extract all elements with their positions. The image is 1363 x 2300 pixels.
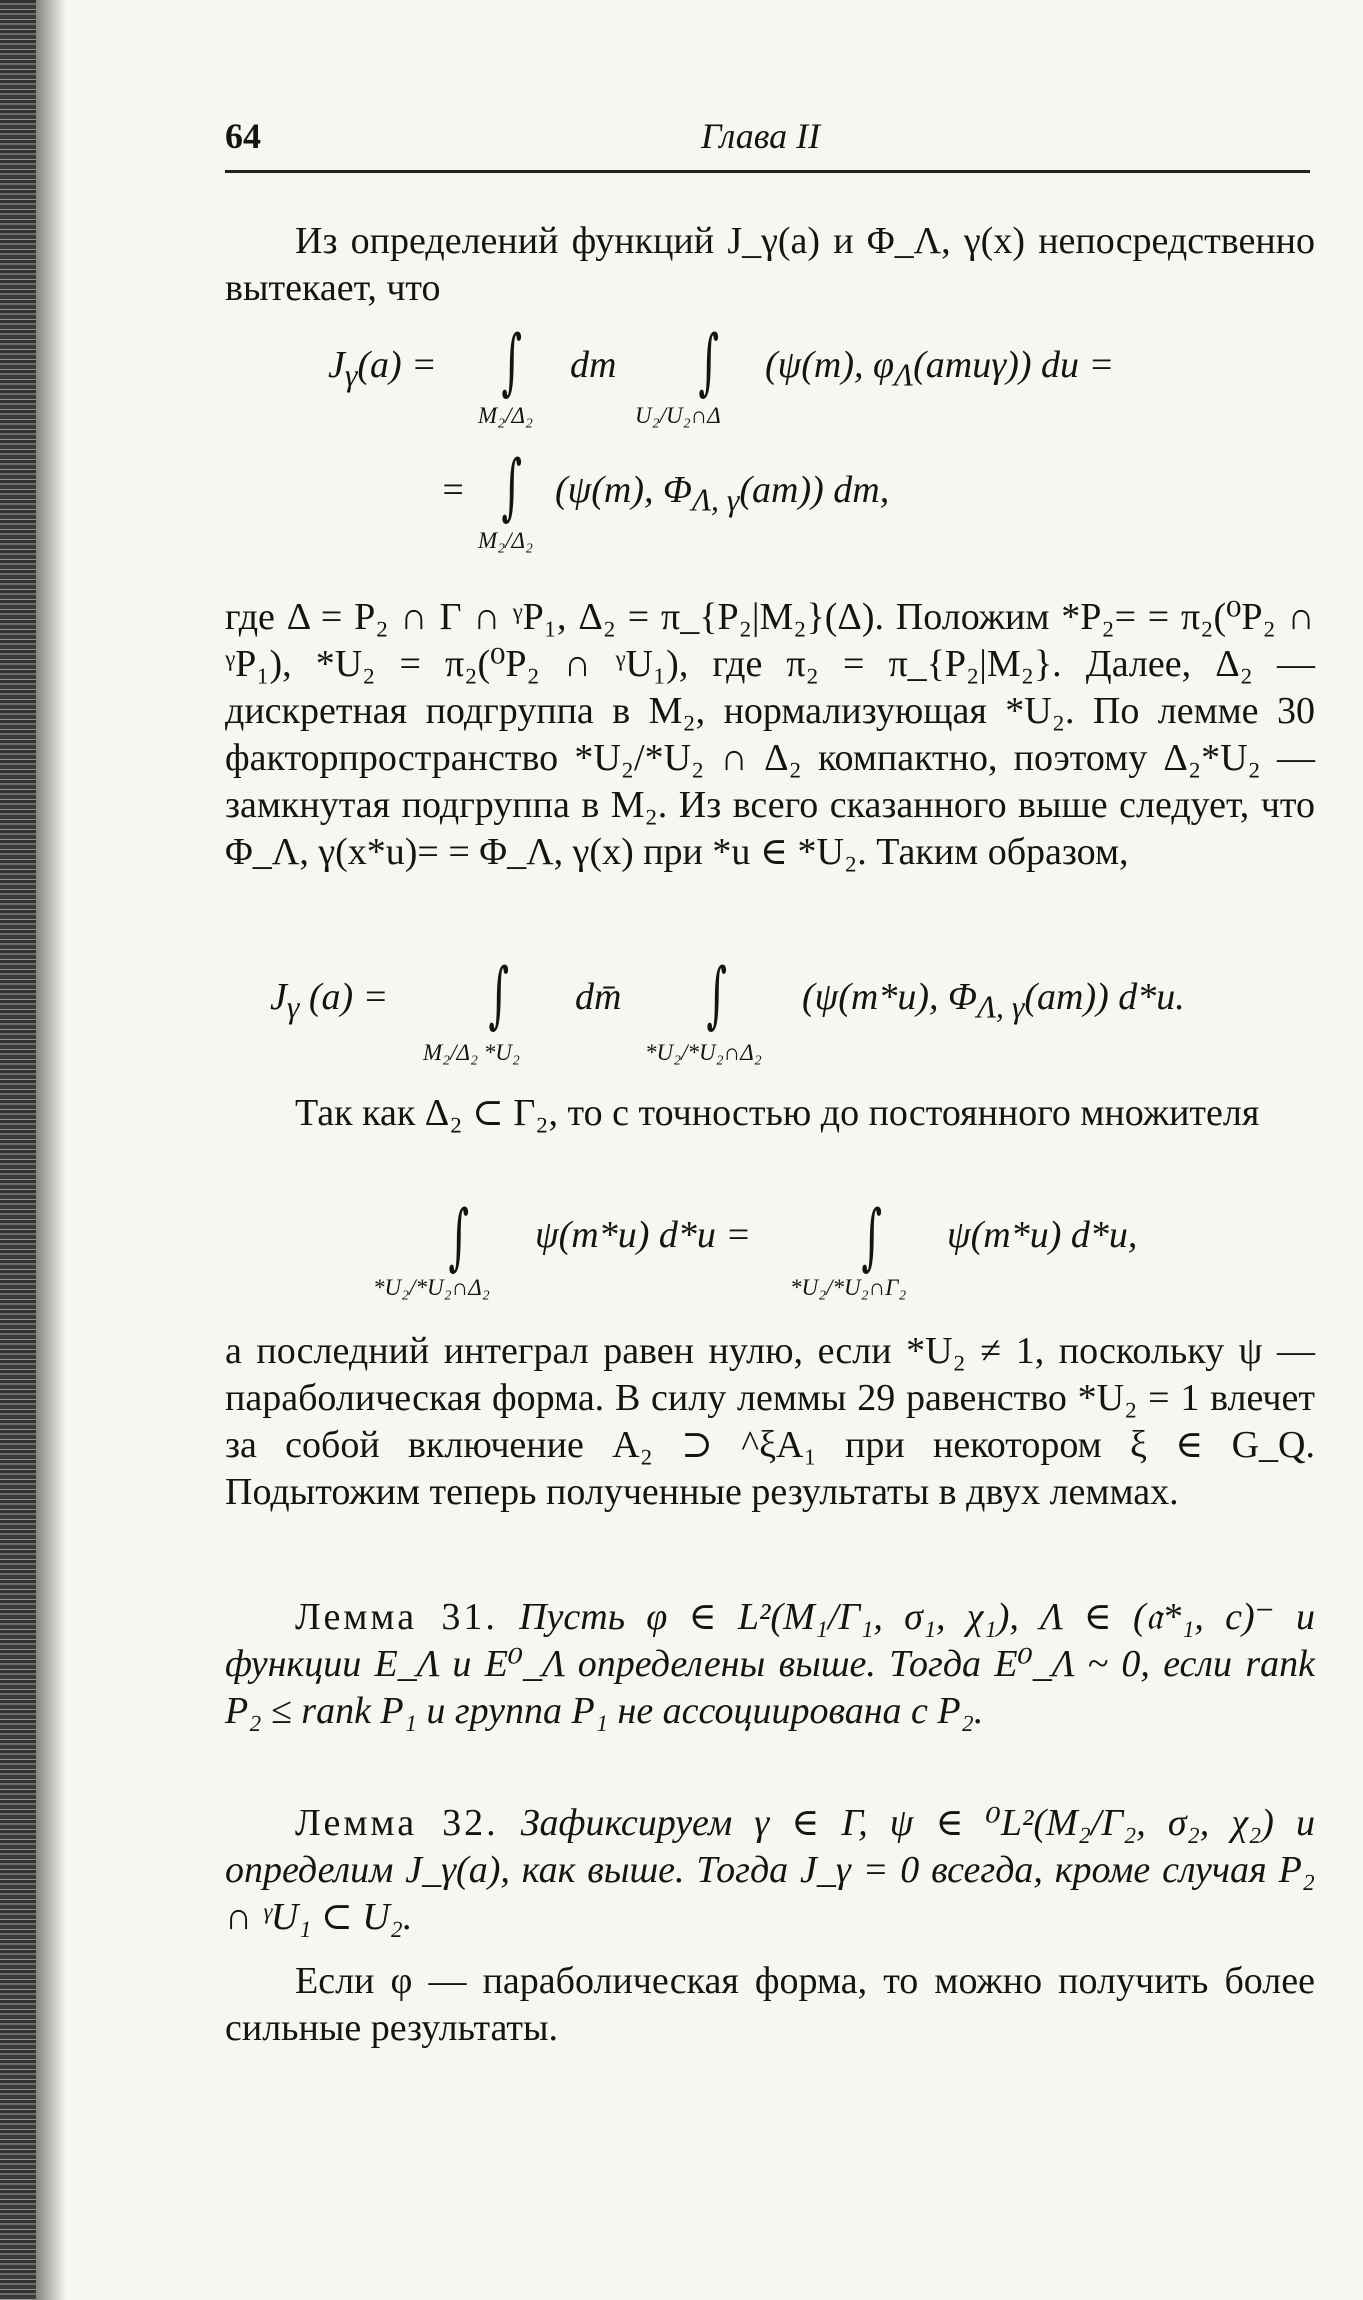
lemma-32-label: Лемма 32. <box>295 1802 499 1844</box>
formula-1-lhs: $J_\gamma(a)$ = <box>328 344 437 393</box>
running-header <box>225 115 1315 165</box>
spine-gradient <box>36 0 66 2300</box>
integral-sign: ∫ <box>861 1194 883 1278</box>
integral-sign: ∫ <box>448 1194 470 1278</box>
formula-3-right: ψ(m*u) d*u, <box>947 1214 1138 1256</box>
page-number: 64 <box>225 116 261 156</box>
integral-limit: *U₂/*U₂∩Δ₂ <box>645 1040 762 1065</box>
lemma-32-text: Зафиксируем γ ∈ Γ, ψ ∈ ⁰L²(M₂/Γ₂, σ₂, χ₂) и определим J_γ(a), как выше. Тогда J_γ = 0 всегда, кроме случая P₂ ∩ ᵞU₁ ⊂ U₂. <box>225 1802 1315 1938</box>
paragraph-3: Так как Δ₂ ⊂ Γ₂, то с точностью до постоянного множителя <box>295 1092 1260 1134</box>
lemma-31-label: Лемма 31. <box>295 1596 498 1638</box>
formula-1-eq: = <box>440 469 466 511</box>
chapter-title: Глава II <box>701 116 821 156</box>
integral-limit: *U₂/*U₂∩Δ₂ <box>373 1275 490 1300</box>
header-rule <box>225 170 1310 173</box>
integral-sign: ∫ <box>501 444 523 528</box>
paragraph-2: где Δ = P₂ ∩ Γ ∩ ᵞP₁, Δ₂ = π_{P₂|M₂}(Δ). Положим *P₂= = π₂(⁰P₂ ∩ ᵞP₁), *U₂ = π₂(⁰P₂ ∩ ᵞU₁), где π₂ = π_{P₂|M₂}. Далее, Δ₂ — дискретная подгруппа в M₂, нормализующая *U₂. По лемме 30 факторпространство *U₂/*U₂ ∩ Δ₂ компактно, поэтому Δ₂*U₂ — замкнутая подгруппа в M₂. Из всего сказанного выше следует, что Φ_Λ, γ(x*u)= = Φ_Λ, γ(x) при *u ∈ *U₂. Таким образом, <box>225 596 1315 873</box>
integral-limit: U₂/U₂∩Δ <box>635 403 721 428</box>
lemma-31 <box>225 1594 1315 1735</box>
integral-limit: M₂/Δ₂ <box>478 528 534 553</box>
integral-limit: M₂/Δ₂ <box>478 403 534 428</box>
paragraph-5: Если φ — параболическая форма, то можно получить более сильные результаты. <box>225 1960 1315 2049</box>
formula-2-dm: dm̄ <box>575 976 622 1018</box>
formula-2-integrand: (ψ(m*u), $\Phi_{\Lambda, \gamma}(am)$) d*u. <box>802 976 1185 1025</box>
integral-sign: ∫ <box>488 952 510 1036</box>
lemma-31-text: Пусть φ ∈ L²(M₁/Γ₁, σ₁, χ₁), Λ ∈ (𝔞*₁, c)⁻ и функции E_Λ и E⁰_Λ определены выше. Тогда E⁰_Λ ~ 0, если rank P₂ ≤ rank P₁ и группа P₁ не ассоциирована с P₂. <box>225 1596 1315 1732</box>
integral-limit: M₂/Δ₂ *U₂ <box>423 1040 520 1065</box>
integral-limit: *U₂/*U₂∩Γ₂ <box>790 1275 907 1300</box>
formula-1-integrand: (ψ(m), $\varphi_\Lambda(amu\gamma)$) du = <box>765 344 1115 393</box>
paragraph-4: а последний интеграл равен нулю, если *U₂ ≠ 1, поскольку ψ — параболическая форма. В силу леммы 29 равенство *U₂ = 1 влечет за собой включение A₂ ⊃ ^ξA₁ при некотором ξ ∈ G_Q. Подытожим теперь полученные результаты в двух леммах. <box>225 1330 1315 1513</box>
lemma-32 <box>225 1800 1315 1941</box>
integral-sign: ∫ <box>706 952 728 1036</box>
book-spine-shadow <box>0 0 36 2300</box>
paragraph-1: Из определений функций J_γ(a) и Φ_Λ, γ(x) непосредственно вытекает, что <box>225 220 1315 309</box>
integral-sign: ∫ <box>698 319 720 403</box>
formula-2-lhs: $J_\gamma$ (a) = <box>270 976 389 1025</box>
integral-sign: ∫ <box>501 319 523 403</box>
formula-3-left: ψ(m*u) d*u = <box>535 1214 751 1256</box>
formula-1-line2: (ψ(m), $\Phi_{\Lambda, \gamma}(am)$) dm, <box>555 469 890 518</box>
formula-1-dm: dm <box>570 344 617 386</box>
